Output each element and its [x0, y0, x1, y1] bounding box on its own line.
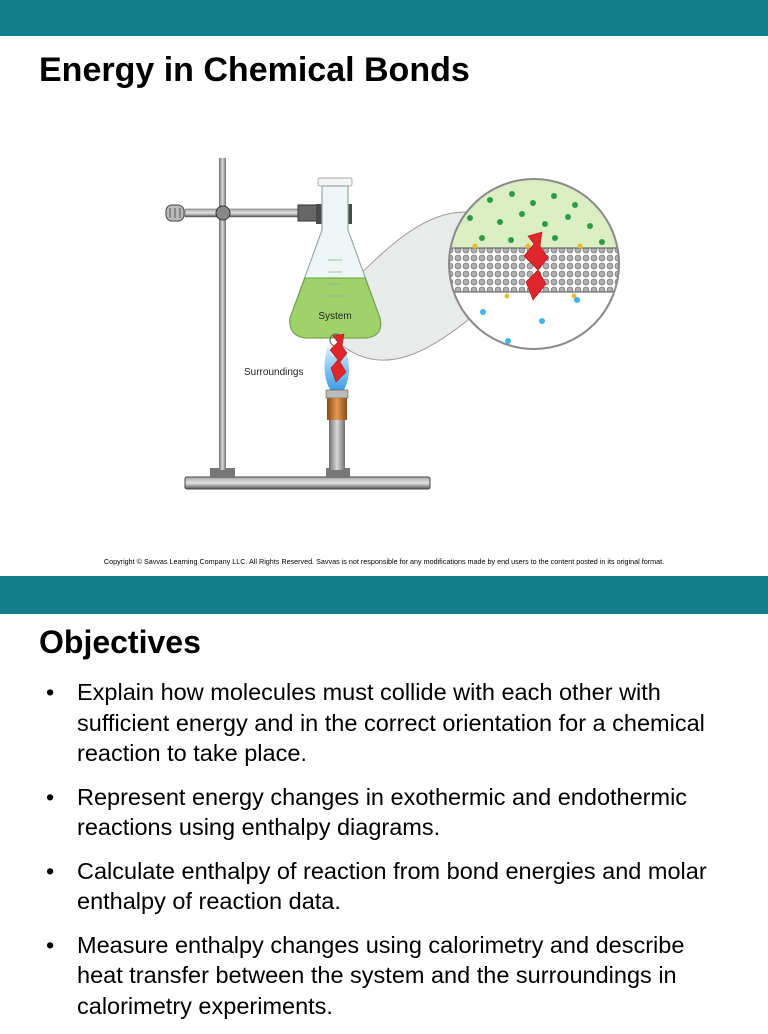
list-item [46, 856, 726, 917]
copyright-notice: Copyright © Savvas Learning Company LLC. All Rights Reserved. Savvas is not responsible for any modifications made by end users to the content posted in its original format. [103, 557, 665, 566]
flask-solution [290, 278, 381, 338]
clamp-knob [216, 206, 230, 220]
list-item [46, 930, 726, 1022]
stand-rod [219, 158, 226, 470]
surroundings-label: Surroundings [244, 367, 304, 378]
list-item [46, 677, 726, 769]
flask-heating-diagram [150, 150, 640, 510]
objective-text: Calculate enthalpy of reaction from bond energies and molar enthalpy of reaction data. [77, 857, 707, 914]
flask-lip [318, 178, 352, 186]
objective-text: Represent energy changes in exothermic and endothermic reactions using enthalpy diagrams. [77, 783, 688, 840]
burner-tube [329, 420, 345, 470]
list-item [46, 782, 726, 843]
system-label: System [318, 311, 352, 322]
bullet-icon: • [46, 679, 55, 705]
header-band-top [0, 0, 768, 36]
header-band-objectives [0, 576, 768, 614]
slide-title: Energy in Chemical Bonds [39, 51, 470, 89]
objectives-title: Objectives [39, 624, 201, 660]
stand-base [185, 477, 430, 489]
bullet-icon: • [46, 783, 55, 810]
objectives-list [46, 677, 726, 1034]
objective-text: Measure enthalpy changes using calorimetry and describe heat transfer between the system and the surroundings in calorimetry experiments. [77, 931, 685, 1019]
objective-text: Explain how molecules must collide with each other with sufficient energy and in the correct orientation for a chemical reaction to take place. [77, 679, 705, 766]
bullet-icon: • [46, 857, 55, 884]
bullet-icon: • [46, 931, 55, 958]
burner-collar [327, 398, 347, 420]
